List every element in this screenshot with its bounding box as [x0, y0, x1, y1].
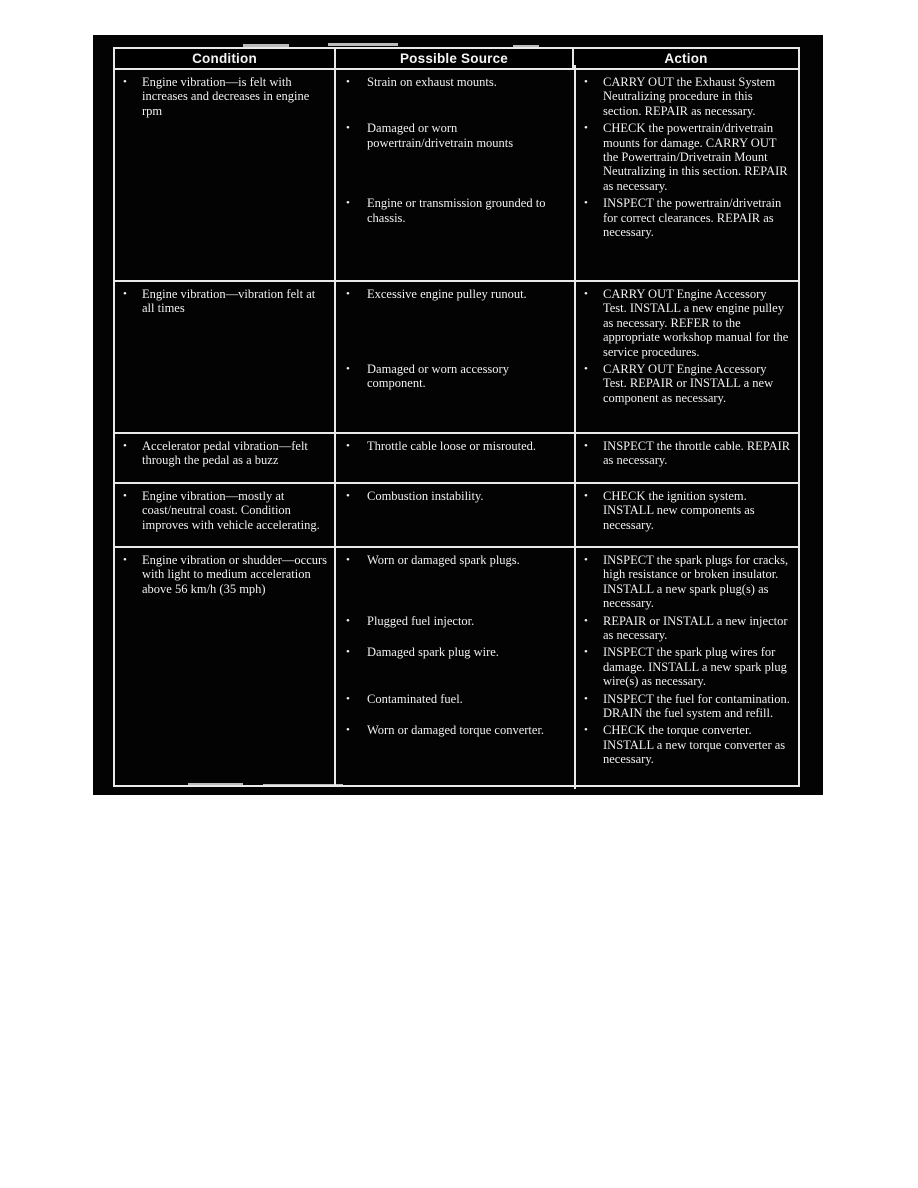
source-text: Damaged spark plug wire.: [367, 645, 499, 660]
header-possible-source: Possible Source: [336, 49, 574, 68]
row-entries: [336, 434, 798, 482]
column-divider: [574, 65, 576, 284]
row-entries: [336, 282, 798, 432]
action-cell: [574, 614, 798, 643]
scanned-table-panel: [93, 35, 823, 795]
source-cell: [336, 645, 574, 659]
bullet-icon: •: [346, 288, 350, 300]
bullet-icon: •: [584, 122, 588, 135]
source-cell: [336, 692, 574, 706]
bullet-icon: •: [346, 692, 350, 705]
source-text: Excessive engine pulley runout.: [367, 287, 527, 301]
bullet-icon: •: [584, 646, 588, 659]
source-text: Worn or damaged spark plugs.: [367, 553, 520, 567]
bullet-icon: •: [346, 646, 350, 659]
condition-cell: [115, 434, 336, 482]
table-row: [115, 484, 798, 548]
action-text: REPAIR or INSTALL a new injector as necessary.: [603, 613, 788, 643]
action-text: CARRY OUT Engine Accessory Test. REPAIR or INSTALL a new component as necessary.: [603, 362, 774, 405]
action-cell: [574, 362, 798, 405]
column-divider: [574, 429, 576, 486]
action-text: INSPECT the throttle cable. REPAIR as necessary.: [603, 439, 791, 468]
bullet-icon: •: [346, 197, 350, 210]
bullet-icon: •: [584, 363, 588, 376]
bullet-icon: •: [584, 554, 588, 566]
header-action: Action: [664, 51, 708, 66]
bullet-icon: •: [584, 490, 588, 502]
source-cell: [336, 614, 574, 628]
source-action-entry: [336, 553, 798, 611]
troubleshooting-table: [113, 47, 800, 787]
action-text: INSPECT the spark plugs for cracks, high resistance or broken insulator. INSTALL a new spark plug(s) as necessary.: [603, 553, 789, 611]
action-text: INSPECT the fuel for contamination. DRAIN the fuel system and refill.: [603, 691, 790, 721]
action-cell: [574, 692, 798, 721]
action-cell: [574, 645, 798, 688]
action-text: INSPECT the spark plug wires for damage. INSTALL a new spark plug wire(s) as necessary.: [603, 645, 787, 689]
bullet-icon: •: [123, 440, 127, 452]
bullet-icon: •: [346, 490, 350, 502]
bullet-icon: •: [123, 554, 127, 566]
source-text: Engine or transmission grounded to chassis.: [367, 196, 546, 225]
bullet-icon: •: [584, 76, 588, 88]
condition-cell: [115, 282, 336, 432]
table-row: [115, 434, 798, 484]
source-cell: [336, 553, 574, 567]
bullet-icon: •: [584, 692, 588, 705]
action-text: CARRY OUT the Exhaust System Neutralizing procedure in this section. REPAIR as necessary.: [603, 75, 776, 118]
source-text: Contaminated fuel.: [367, 691, 463, 706]
source-text: Damaged or worn accessory component.: [367, 362, 509, 391]
row-entries: [336, 484, 798, 546]
source-cell: [336, 439, 574, 453]
action-cell: [574, 121, 798, 193]
table-row: [115, 282, 798, 434]
source-cell: [336, 489, 574, 503]
column-divider: [574, 543, 576, 789]
source-text: Combustion instability.: [367, 489, 484, 503]
scan-artifact: [328, 43, 398, 46]
table-header-row: [115, 49, 798, 70]
action-cell: [574, 196, 798, 239]
condition-cell: [115, 548, 336, 785]
source-cell: [336, 196, 574, 225]
source-action-entry: [336, 645, 798, 688]
bullet-icon: •: [346, 724, 350, 737]
bullet-icon: •: [346, 363, 350, 376]
source-action-entry: [336, 439, 798, 468]
bullet-icon: •: [123, 288, 127, 300]
bullet-icon: •: [584, 288, 588, 300]
bullet-icon: •: [346, 440, 350, 452]
bullet-icon: •: [584, 197, 588, 210]
source-action-entry: [336, 692, 798, 721]
action-cell: [574, 553, 798, 611]
column-divider: [574, 277, 576, 436]
action-text: CHECK the torque converter. INSTALL a new torque converter as necessary.: [603, 723, 786, 767]
condition-cell: [115, 484, 336, 546]
bullet-icon: •: [346, 554, 350, 566]
bullet-icon: •: [346, 76, 350, 88]
table-row: [115, 70, 798, 282]
bullet-icon: •: [346, 122, 350, 135]
condition-cell: [115, 70, 336, 280]
source-action-entry: [336, 362, 798, 405]
action-cell: [574, 439, 798, 468]
bullet-icon: •: [123, 490, 127, 502]
bullet-icon: •: [346, 614, 350, 627]
source-cell: [336, 75, 574, 89]
row-entries: [336, 70, 798, 280]
table-row: [115, 548, 798, 785]
source-action-entry: [336, 121, 798, 193]
bullet-icon: •: [584, 614, 588, 627]
source-text: Plugged fuel injector.: [367, 613, 475, 628]
source-cell: [336, 121, 574, 150]
action-cell: [574, 723, 798, 766]
row-entries: [336, 548, 798, 785]
source-cell: [336, 723, 574, 737]
action-text: CHECK the ignition system. INSTALL new components as necessary.: [603, 489, 755, 532]
source-action-entry: [336, 723, 798, 766]
table-body: [115, 70, 798, 785]
bullet-icon: •: [584, 440, 588, 452]
action-text: INSPECT the powertrain/drivetrain for correct clearances. REPAIR as necessary.: [603, 196, 782, 240]
source-action-entry: [336, 614, 798, 643]
source-text: Throttle cable loose or misrouted.: [367, 439, 537, 453]
source-text: Strain on exhaust mounts.: [367, 75, 497, 89]
bullet-icon: •: [123, 76, 127, 88]
condition-text: Engine vibration—vibration felt at all times: [142, 287, 316, 316]
action-text: CHECK the powertrain/drivetrain mounts for damage. CARRY OUT the Powertrain/Drivetrain Mount Neutralizing in this section. REPAIR as necessary.: [603, 121, 788, 193]
condition-text: Accelerator pedal vibration—felt through the pedal as a buzz: [142, 439, 308, 468]
source-action-entry: [336, 489, 798, 532]
source-text: Damaged or worn powertrain/drivetrain mounts: [367, 121, 514, 150]
column-divider: [574, 479, 576, 550]
action-cell: [574, 75, 798, 118]
source-action-entry: [336, 287, 798, 359]
source-action-entry: [336, 196, 798, 239]
action-cell: [574, 287, 798, 359]
bullet-icon: •: [584, 724, 588, 737]
source-cell: [336, 287, 574, 301]
condition-text: Engine vibration—mostly at coast/neutral coast. Condition improves with vehicle accelerating.: [142, 489, 320, 532]
source-text: Worn or damaged torque converter.: [367, 723, 545, 738]
condition-text: Engine vibration—is felt with increases and decreases in engine rpm: [142, 75, 310, 118]
action-text: CARRY OUT Engine Accessory Test. INSTALL a new engine pulley as necessary. REFER to the appropriate workshop manual for the service procedures.: [603, 287, 789, 359]
condition-text: Engine vibration or shudder—occurs with light to medium acceleration above 56 km/h (35 mph): [142, 553, 328, 596]
source-cell: [336, 362, 574, 391]
action-cell: [574, 489, 798, 532]
source-action-entry: [336, 75, 798, 118]
header-condition: Condition: [115, 49, 336, 68]
